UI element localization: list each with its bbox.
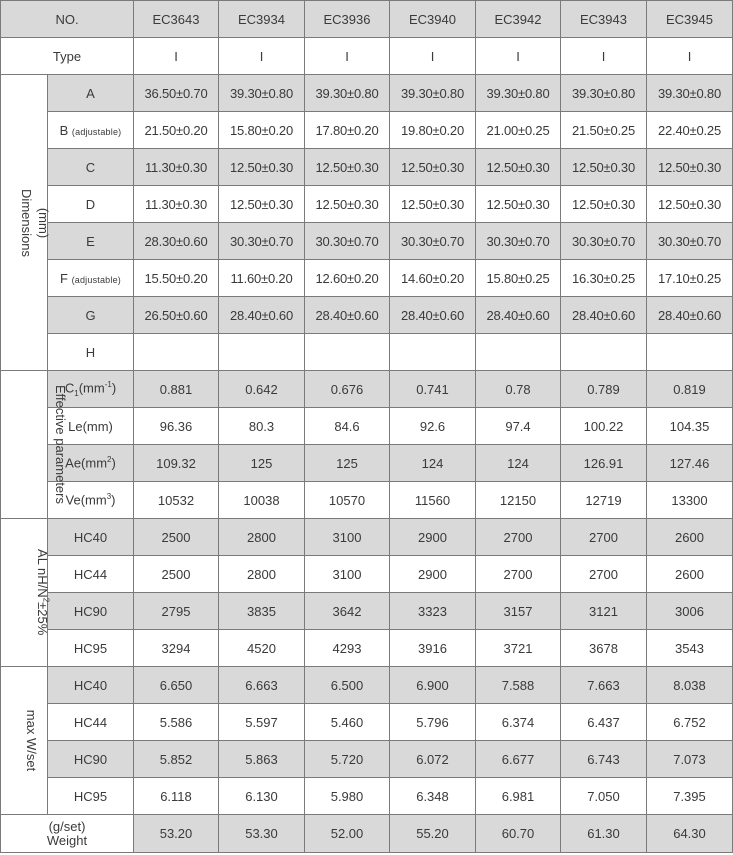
model-header-cell: EC3943: [561, 1, 647, 38]
c1-unit-close: ): [111, 380, 117, 396]
value-cell: 11.30±0.30: [134, 186, 219, 223]
value-cell: 0.741: [390, 371, 476, 408]
value-cell: I: [305, 38, 390, 75]
ae-close: ): [111, 455, 116, 471]
value-cell: 6.374: [476, 704, 561, 741]
table-row: [1, 186, 733, 223]
value-cell: 96.36: [134, 408, 219, 445]
dimensions-group-label-text: [18, 189, 52, 257]
table-row: [1, 38, 733, 75]
value-cell: 21.00±0.25: [476, 112, 561, 149]
value-cell: 92.6: [390, 408, 476, 445]
al-base: AL nH/N: [34, 549, 50, 599]
value-cell: 5.586: [134, 704, 219, 741]
value-cell: 12.50±0.30: [219, 186, 305, 223]
value-cell: 39.30±0.80: [219, 75, 305, 112]
value-cell: 30.30±0.70: [561, 223, 647, 260]
value-cell: 64.30: [647, 815, 733, 853]
c1-base: C: [64, 380, 75, 396]
value-cell: 28.40±0.60: [561, 297, 647, 334]
value-cell: I: [390, 38, 476, 75]
value-cell: 39.30±0.80: [476, 75, 561, 112]
value-cell: 30.30±0.70: [476, 223, 561, 260]
value-cell: 5.460: [305, 704, 390, 741]
ae-sup: 2: [107, 455, 112, 465]
al-group-label: [1, 519, 51, 667]
material-label-cell: HC40: [48, 519, 134, 556]
value-cell: 3835: [219, 593, 305, 630]
value-cell: 3642: [305, 593, 390, 630]
value-cell: 6.981: [476, 778, 561, 815]
parameter-note: (adjustable): [71, 274, 121, 285]
parameter-label: H: [85, 344, 96, 360]
value-cell: 125: [219, 445, 305, 482]
value-cell: 30.30±0.70: [219, 223, 305, 260]
parameter-label: D: [85, 196, 96, 212]
ve-close: ): [111, 492, 116, 508]
value-cell: 61.30: [561, 815, 647, 853]
value-cell: 8.038: [647, 667, 733, 704]
value-cell: 2800: [219, 519, 305, 556]
c1-sub: 1: [74, 388, 79, 398]
value-cell: 39.30±0.80: [305, 75, 390, 112]
parameter-label-cell: [48, 334, 134, 371]
dimensions-group-label: [1, 75, 51, 371]
value-cell: 7.050: [561, 778, 647, 815]
value-cell: 12.50±0.30: [305, 149, 390, 186]
parameter-label: C: [85, 159, 96, 175]
value-cell: [305, 334, 390, 371]
value-cell: 3721: [476, 630, 561, 667]
model-header-cell: EC3934: [219, 1, 305, 38]
value-cell: 6.743: [561, 741, 647, 778]
weight-label-cell: [1, 815, 134, 853]
value-cell: 3294: [134, 630, 219, 667]
value-cell: 12.50±0.30: [561, 186, 647, 223]
value-cell: 80.3: [219, 408, 305, 445]
material-label-cell: HC90: [48, 593, 134, 630]
value-cell: 15.50±0.20: [134, 260, 219, 297]
value-cell: 39.30±0.80: [647, 75, 733, 112]
parameter-label-cell: [48, 112, 134, 149]
value-cell: 6.437: [561, 704, 647, 741]
value-cell: 11.60±0.20: [219, 260, 305, 297]
value-cell: 3006: [647, 593, 733, 630]
value-cell: 3100: [305, 519, 390, 556]
value-cell: 104.35: [647, 408, 733, 445]
al-group-label-text: [34, 549, 54, 635]
value-cell: 12.50±0.30: [219, 149, 305, 186]
value-cell: 7.663: [561, 667, 647, 704]
value-cell: 3121: [561, 593, 647, 630]
value-cell: 97.4: [476, 408, 561, 445]
value-cell: I: [134, 38, 219, 75]
value-cell: 28.30±0.60: [134, 223, 219, 260]
material-label-cell: HC95: [48, 778, 134, 815]
value-cell: 5.863: [219, 741, 305, 778]
value-cell: I: [219, 38, 305, 75]
value-cell: 5.720: [305, 741, 390, 778]
model-header-cell: EC3942: [476, 1, 561, 38]
value-cell: 2700: [476, 556, 561, 593]
value-cell: 13300: [647, 482, 733, 519]
value-cell: 12.50±0.30: [647, 186, 733, 223]
value-cell: 52.00: [305, 815, 390, 853]
value-cell: 5.796: [390, 704, 476, 741]
value-cell: 7.395: [647, 778, 733, 815]
value-cell: 6.500: [305, 667, 390, 704]
model-header-cell: EC3936: [305, 1, 390, 38]
value-cell: 12.50±0.30: [390, 186, 476, 223]
value-cell: [476, 334, 561, 371]
parameter-label-cell: [48, 223, 134, 260]
value-cell: 2500: [134, 556, 219, 593]
ve-sup: 3: [106, 492, 112, 502]
parameter-label-cell: [48, 149, 134, 186]
value-cell: 21.50±0.20: [134, 112, 219, 149]
table-row: [1, 667, 733, 704]
value-cell: 12.50±0.30: [476, 149, 561, 186]
value-cell: 12.50±0.30: [390, 149, 476, 186]
power-group-label: [1, 667, 48, 815]
value-cell: 2700: [476, 519, 561, 556]
power-group-label-text: [23, 710, 40, 771]
model-header-cell: EC3940: [390, 1, 476, 38]
value-cell: 5.852: [134, 741, 219, 778]
table-row: [1, 482, 733, 519]
value-cell: 22.40±0.25: [647, 112, 733, 149]
value-cell: [561, 334, 647, 371]
material-label-cell: HC90: [48, 741, 134, 778]
value-cell: 60.70: [476, 815, 561, 853]
value-cell: 127.46: [647, 445, 733, 482]
effective-group-label-text: [52, 385, 69, 504]
table-row: [1, 1, 733, 38]
model-header-cell: EC3643: [134, 1, 219, 38]
value-cell: 12719: [561, 482, 647, 519]
value-cell: 30.30±0.70: [305, 223, 390, 260]
value-cell: 6.118: [134, 778, 219, 815]
value-cell: 6.130: [219, 778, 305, 815]
material-label-cell: HC44: [48, 704, 134, 741]
no-header-cell: NO.: [1, 1, 134, 38]
parameter-label: B: [59, 122, 69, 138]
value-cell: 126.91: [561, 445, 647, 482]
value-cell: 3916: [390, 630, 476, 667]
parameter-label-cell: [48, 297, 134, 334]
table-row: [1, 593, 733, 630]
value-cell: 3678: [561, 630, 647, 667]
dimensions-title: Dimensions: [18, 188, 34, 257]
value-cell: 5.597: [219, 704, 305, 741]
le-label: Le(mm): [68, 418, 113, 434]
table-row: [1, 334, 733, 371]
value-cell: 19.80±0.20: [390, 112, 476, 149]
value-cell: 6.072: [390, 741, 476, 778]
c1-unit-open: (mm: [78, 380, 105, 396]
value-cell: 53.20: [134, 815, 219, 853]
al-tail: ±25%: [34, 602, 50, 636]
table-row: [1, 815, 733, 853]
type-label-cell: Type: [1, 38, 134, 75]
value-cell: 109.32: [134, 445, 219, 482]
value-cell: 53.30: [219, 815, 305, 853]
table-row: [1, 704, 733, 741]
effective-title: Effective parameters: [52, 385, 68, 504]
value-cell: 11560: [390, 482, 476, 519]
weight-unit: (g/set): [48, 818, 86, 834]
value-cell: 12.50±0.30: [561, 149, 647, 186]
value-cell: 2700: [561, 519, 647, 556]
value-cell: 2900: [390, 556, 476, 593]
table-row: [1, 741, 733, 778]
value-cell: 6.663: [219, 667, 305, 704]
table-row: [1, 149, 733, 186]
table-row: [1, 223, 733, 260]
weight-title: Weight: [46, 832, 88, 848]
ae-base: Ae(mm: [65, 455, 108, 471]
value-cell: 55.20: [390, 815, 476, 853]
table-row: [1, 778, 733, 815]
value-cell: 26.50±0.60: [134, 297, 219, 334]
power-title: max W/set: [24, 709, 40, 772]
value-cell: 17.10±0.25: [647, 260, 733, 297]
value-cell: I: [561, 38, 647, 75]
c1-sup: -1: [104, 380, 112, 390]
value-cell: I: [647, 38, 733, 75]
value-cell: 30.30±0.70: [647, 223, 733, 260]
value-cell: 7.073: [647, 741, 733, 778]
value-cell: 28.40±0.60: [305, 297, 390, 334]
parameter-label-cell: [48, 186, 134, 223]
value-cell: 125: [305, 445, 390, 482]
value-cell: 17.80±0.20: [305, 112, 390, 149]
parameter-label: F: [59, 270, 68, 286]
parameter-label: A: [86, 85, 95, 101]
value-cell: 0.676: [305, 371, 390, 408]
value-cell: 4293: [305, 630, 390, 667]
parameter-label: E: [86, 233, 95, 249]
value-cell: 2600: [647, 519, 733, 556]
value-cell: 4520: [219, 630, 305, 667]
value-cell: [647, 334, 733, 371]
value-cell: 2600: [647, 556, 733, 593]
value-cell: 39.30±0.80: [390, 75, 476, 112]
value-cell: 3157: [476, 593, 561, 630]
value-cell: 124: [476, 445, 561, 482]
value-cell: 10570: [305, 482, 390, 519]
value-cell: 7.588: [476, 667, 561, 704]
value-cell: 21.50±0.25: [561, 112, 647, 149]
value-cell: 10038: [219, 482, 305, 519]
value-cell: 3543: [647, 630, 733, 667]
material-label-cell: HC44: [48, 556, 134, 593]
value-cell: 6.677: [476, 741, 561, 778]
dimensions-unit: (mm): [35, 207, 51, 238]
table-row: [1, 445, 733, 482]
value-cell: 0.881: [134, 371, 219, 408]
value-cell: [134, 334, 219, 371]
value-cell: 14.60±0.20: [390, 260, 476, 297]
value-cell: 2500: [134, 519, 219, 556]
value-cell: 28.40±0.60: [390, 297, 476, 334]
value-cell: 36.50±0.70: [134, 75, 219, 112]
table-row: [1, 408, 733, 445]
value-cell: 10532: [134, 482, 219, 519]
value-cell: 30.30±0.70: [390, 223, 476, 260]
ve-base: Ve(mm: [65, 492, 107, 508]
value-cell: 6.900: [390, 667, 476, 704]
table-row: [1, 75, 733, 112]
value-cell: 28.40±0.60: [476, 297, 561, 334]
value-cell: [219, 334, 305, 371]
material-label-cell: HC40: [48, 667, 134, 704]
value-cell: 0.78: [476, 371, 561, 408]
parameter-label: G: [85, 307, 96, 323]
value-cell: 6.650: [134, 667, 219, 704]
value-cell: 2700: [561, 556, 647, 593]
value-cell: 2800: [219, 556, 305, 593]
parameter-note: (adjustable): [71, 126, 122, 137]
table-row: [1, 260, 733, 297]
value-cell: 28.40±0.60: [219, 297, 305, 334]
value-cell: [390, 334, 476, 371]
value-cell: 5.980: [305, 778, 390, 815]
table-row: [1, 112, 733, 149]
value-cell: 12150: [476, 482, 561, 519]
value-cell: 84.6: [305, 408, 390, 445]
value-cell: 11.30±0.30: [134, 149, 219, 186]
value-cell: 100.22: [561, 408, 647, 445]
al-sup: 2: [41, 598, 51, 603]
parameter-label-cell: [48, 260, 134, 297]
value-cell: 124: [390, 445, 476, 482]
value-cell: 12.50±0.30: [647, 149, 733, 186]
value-cell: 28.40±0.60: [647, 297, 733, 334]
value-cell: 6.752: [647, 704, 733, 741]
value-cell: 3323: [390, 593, 476, 630]
material-label-cell: HC95: [48, 630, 134, 667]
value-cell: 16.30±0.25: [561, 260, 647, 297]
table-row: [1, 371, 733, 408]
table-row: [1, 630, 733, 667]
table-row: [1, 519, 733, 556]
value-cell: 2795: [134, 593, 219, 630]
value-cell: 0.819: [647, 371, 733, 408]
value-cell: 15.80±0.20: [219, 112, 305, 149]
value-cell: 12.50±0.30: [305, 186, 390, 223]
value-cell: 0.789: [561, 371, 647, 408]
effective-group-label: [1, 371, 68, 519]
table-row: [1, 297, 733, 334]
value-cell: 12.60±0.20: [305, 260, 390, 297]
value-cell: I: [476, 38, 561, 75]
value-cell: 3100: [305, 556, 390, 593]
value-cell: 0.642: [219, 371, 305, 408]
model-header-cell: EC3945: [647, 1, 733, 38]
value-cell: 2900: [390, 519, 476, 556]
value-cell: 12.50±0.30: [476, 186, 561, 223]
value-cell: 39.30±0.80: [561, 75, 647, 112]
parameter-label-cell: [48, 75, 134, 112]
value-cell: 15.80±0.25: [476, 260, 561, 297]
value-cell: 6.348: [390, 778, 476, 815]
table-row: [1, 556, 733, 593]
